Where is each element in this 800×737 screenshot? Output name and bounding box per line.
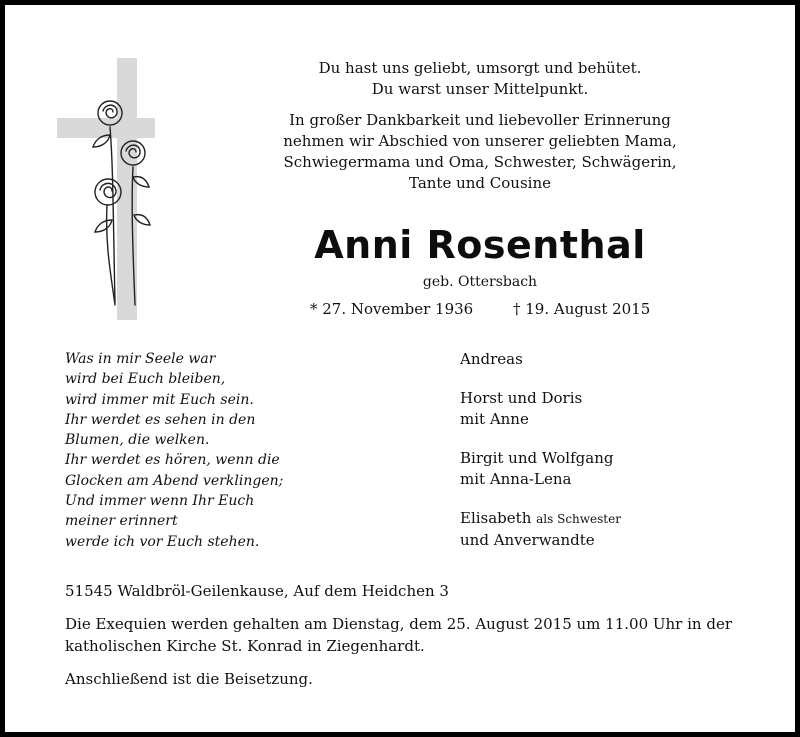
mourner-line: Horst und Doris bbox=[460, 389, 583, 407]
mourner-group bbox=[460, 388, 760, 430]
mourner-group bbox=[460, 349, 760, 370]
poem-line: Und immer wenn Ihr Euch bbox=[65, 493, 255, 510]
death-date: † 19. August 2015 bbox=[513, 300, 651, 318]
poem-line: wird immer mit Euch sein. bbox=[65, 391, 254, 408]
poem-line: wird bei Euch bleiben, bbox=[65, 371, 226, 388]
mourner-group bbox=[460, 508, 760, 551]
mourner-line: und Anverwandte bbox=[460, 531, 595, 549]
service-line: Die Exequien werden gehalten am Dienstag, dem 25. August 2015 um 11.00 Uhr in der bbox=[65, 615, 732, 633]
mourner-name: Elisabeth bbox=[460, 509, 532, 527]
mourner-line bbox=[460, 508, 760, 530]
birth-date: * 27. November 1936 bbox=[310, 300, 474, 318]
intro-line: Du warst unser Mittelpunkt. bbox=[371, 80, 589, 98]
address: 51545 Waldbröl-Geilenkause, Auf dem Heidchen 3 bbox=[65, 582, 449, 600]
poem-line: Was in mir Seele war bbox=[65, 351, 216, 367]
poem-line: Blumen, die welken. bbox=[65, 432, 210, 449]
service-info bbox=[65, 613, 755, 657]
mourner-line: Birgit und Wolfgang bbox=[460, 449, 614, 467]
mourner-line: mit Anne bbox=[460, 410, 529, 428]
poem-line: Glocken am Abend verklingen; bbox=[65, 472, 284, 489]
maiden-name: geb. Ottersbach bbox=[422, 274, 538, 290]
service-line: katholischen Kirche St. Konrad in Ziegenhardt. bbox=[65, 637, 425, 655]
poem-line: Ihr werdet es sehen in den bbox=[65, 411, 256, 428]
poem-line: Ihr werdet es hören, wenn die bbox=[65, 452, 280, 469]
poem-line: werde ich vor Euch stehen. bbox=[65, 533, 260, 550]
mourner-line: Andreas bbox=[460, 350, 523, 368]
intro-line: In großer Dankbarkeit und liebevoller Erinnerung bbox=[289, 111, 671, 129]
intro-line: Tante und Cousine bbox=[408, 174, 551, 192]
intro-text bbox=[275, 58, 685, 194]
relation-note: als Schwester bbox=[536, 512, 621, 526]
mourner-line: mit Anna-Lena bbox=[460, 470, 572, 488]
deceased-name: Anni Rosenthal bbox=[314, 223, 646, 267]
poem bbox=[65, 349, 365, 552]
cross-with-roses-icon bbox=[55, 55, 155, 323]
intro-line: Schwiegermama und Oma, Schwester, Schwägerin, bbox=[283, 153, 677, 171]
intro-line: Du hast uns geliebt, umsorgt und behütet. bbox=[318, 59, 642, 77]
intro-line: nehmen wir Abschied von unserer geliebten Mama, bbox=[283, 132, 677, 150]
poem-line: meiner erinnert bbox=[65, 513, 178, 530]
mourner-group bbox=[460, 448, 760, 490]
burial-note: Anschließend ist die Beisetzung. bbox=[65, 670, 313, 688]
mourners-list bbox=[460, 349, 760, 569]
